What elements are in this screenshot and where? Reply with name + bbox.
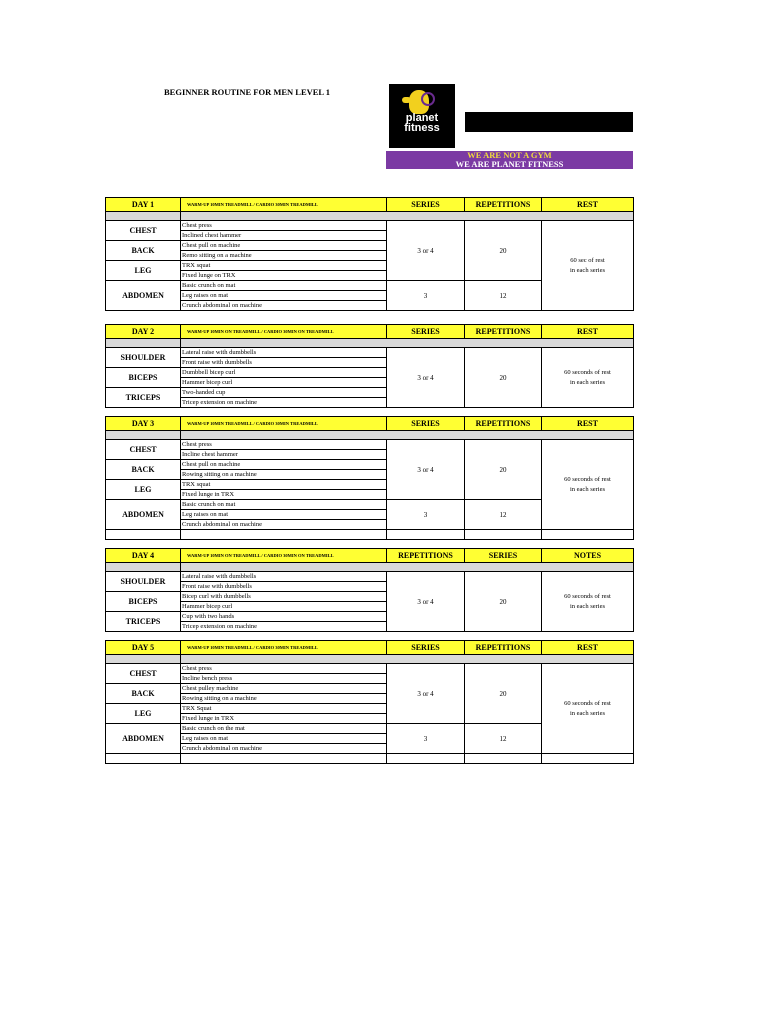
muscle-group: BACK: [106, 460, 181, 480]
exercise: Incline chest hammer: [181, 450, 387, 460]
planet-fitness-logo: [389, 84, 455, 148]
exercise: Fixed lunge in TRX: [181, 490, 387, 500]
muscle-group: TRICEPS: [106, 388, 181, 408]
exercise: Leg raises on mat: [181, 291, 387, 301]
muscle-group: LEG: [106, 704, 181, 724]
day-4-table: [105, 548, 634, 632]
exercise: Lateral raise with dumbbells: [181, 572, 387, 582]
repetitions-value: 12: [465, 724, 542, 754]
logo-word-fitness: fitness: [404, 122, 440, 134]
col-header: SERIES: [387, 641, 465, 655]
exercise: Front raise with dumbbells: [181, 358, 387, 368]
muscle-group: BICEPS: [106, 592, 181, 612]
exercise: Crunch abdominal on machine: [181, 744, 387, 754]
col-header: REST: [542, 198, 634, 212]
day-label: DAY 1: [106, 198, 181, 212]
series-value: 3 or 4: [387, 348, 465, 408]
muscle-group: CHEST: [106, 440, 181, 460]
repetitions-value: 20: [465, 348, 542, 408]
warmup-note: WARM-UP 10MIN ON TREADMILL / CARDIO 30MIN ON TREADMILL: [181, 549, 387, 563]
col-header: REST: [542, 325, 634, 339]
col-header: REPETITIONS: [465, 325, 542, 339]
exercise: Chest pull on machine: [181, 460, 387, 470]
header-black-bar: [465, 112, 633, 132]
series-value: 3 or 4: [387, 221, 465, 281]
day-label: DAY 3: [106, 417, 181, 431]
exercise: Basic crunch on mat: [181, 281, 387, 291]
muscle-group: CHEST: [106, 664, 181, 684]
muscle-group: ABDOMEN: [106, 500, 181, 530]
exercise: Lateral raise with dumbbells: [181, 348, 387, 358]
day-label: DAY 5: [106, 641, 181, 655]
rest-note: 60 seconds of rest in each series: [542, 348, 634, 408]
exercise: Hammer bicep curl: [181, 602, 387, 612]
exercise: Cup with two hands: [181, 612, 387, 622]
exercise: Inclined chest hammer: [181, 231, 387, 241]
exercise: Rowing sitting on a machine: [181, 694, 387, 704]
exercise: Remo sitting on a machine: [181, 251, 387, 261]
col-header: NOTES: [542, 549, 634, 563]
muscle-group: CHEST: [106, 221, 181, 241]
exercise: Crunch abdominal on machine: [181, 301, 387, 311]
rest-note: 60 seconds of rest in each series: [542, 664, 634, 754]
col-header: SERIES: [387, 325, 465, 339]
exercise: Leg raises on mat: [181, 510, 387, 520]
muscle-group: LEG: [106, 261, 181, 281]
rest-note: 60 sec of rest in each series: [542, 221, 634, 311]
day-5-table: [105, 640, 634, 764]
exercise: Chest press: [181, 664, 387, 674]
slogan-banner: [386, 151, 633, 169]
repetitions-value: 3 or 4: [387, 572, 465, 632]
col-header: REST: [542, 641, 634, 655]
muscle-group: LEG: [106, 480, 181, 500]
repetitions-value: 20: [465, 440, 542, 500]
muscle-group: ABDOMEN: [106, 724, 181, 754]
page-title: BEGINNER ROUTINE FOR MEN LEVEL 1: [164, 87, 331, 97]
exercise: Front raise with dumbbells: [181, 582, 387, 592]
day-label: DAY 4: [106, 549, 181, 563]
series-value: 3: [387, 500, 465, 530]
exercise: Dumbbell bicep curl: [181, 368, 387, 378]
exercise: Chest pulley machine: [181, 684, 387, 694]
col-header: SERIES: [387, 198, 465, 212]
col-header: REPETITIONS: [465, 198, 542, 212]
exercise: Chest pull on machine: [181, 241, 387, 251]
col-header: REPETITIONS: [465, 641, 542, 655]
warmup-note: WARM-UP 10MIN ON TREADMILL / CARDIO 30MIN ON TREADMILL: [181, 325, 387, 339]
repetitions-value: 12: [465, 281, 542, 311]
series-value: 3: [387, 724, 465, 754]
muscle-group: BACK: [106, 241, 181, 261]
rest-note: 60 seconds of rest in each series: [542, 440, 634, 530]
exercise: TRX squat: [181, 261, 387, 271]
repetitions-value: 20: [465, 664, 542, 724]
muscle-group: BICEPS: [106, 368, 181, 388]
exercise: Incline bench press: [181, 674, 387, 684]
exercise: Tricep extension on machine: [181, 398, 387, 408]
exercise: Chest press: [181, 221, 387, 231]
exercise: Leg raises on mat: [181, 734, 387, 744]
exercise: Hammer bicep curl: [181, 378, 387, 388]
exercise: Chest press: [181, 440, 387, 450]
slogan-line-1: WE ARE NOT A GYM: [467, 150, 552, 160]
muscle-group: SHOULDER: [106, 572, 181, 592]
exercise: Bicep curl with dumbbells: [181, 592, 387, 602]
exercise: Tricep extension on machine: [181, 622, 387, 632]
series-value: 3 or 4: [387, 440, 465, 500]
series-value: 3: [387, 281, 465, 311]
day-1-table: [105, 197, 634, 311]
repetitions-value: 12: [465, 500, 542, 530]
series-value: 20: [465, 572, 542, 632]
logo-word-planet: planet: [405, 112, 439, 124]
day-3-table: [105, 416, 634, 540]
muscle-group: BACK: [106, 684, 181, 704]
exercise: Basic crunch on the mat: [181, 724, 387, 734]
exercise: Fixed lunge on TRX: [181, 271, 387, 281]
col-header: SERIES: [387, 417, 465, 431]
warmup-note: WARM-UP 10MIN TREADMILL / CARDIO 30MIN TREADMILL: [181, 417, 387, 431]
exercise: Basic crunch on mat: [181, 500, 387, 510]
exercise: Rowing sitting on a machine: [181, 470, 387, 480]
exercise: Fixed lunge in TRX: [181, 714, 387, 724]
muscle-group: TRICEPS: [106, 612, 181, 632]
exercise: TRX squat: [181, 480, 387, 490]
col-header: REST: [542, 417, 634, 431]
day-2-table: [105, 324, 634, 408]
muscle-group: SHOULDER: [106, 348, 181, 368]
exercise: Crunch abdominal on machine: [181, 520, 387, 530]
exercise: Two-handed cup: [181, 388, 387, 398]
col-header: REPETITIONS: [387, 549, 465, 563]
exercise: TRX Squat: [181, 704, 387, 714]
series-value: 3 or 4: [387, 664, 465, 724]
warmup-note: WARM-UP 10MIN TREADMILL / CARDIO 30MIN TREADMILL: [181, 641, 387, 655]
col-header: REPETITIONS: [465, 417, 542, 431]
muscle-group: ABDOMEN: [106, 281, 181, 311]
slogan-line-2: WE ARE PLANET FITNESS: [455, 158, 564, 169]
day-label: DAY 2: [106, 325, 181, 339]
repetitions-value: 20: [465, 221, 542, 281]
rest-note: 60 seconds of rest in each series: [542, 572, 634, 632]
col-header: SERIES: [465, 549, 542, 563]
warmup-note: WARM-UP 10MIN TREADMILL / CARDIO 30MIN TREADMILL: [181, 198, 387, 212]
